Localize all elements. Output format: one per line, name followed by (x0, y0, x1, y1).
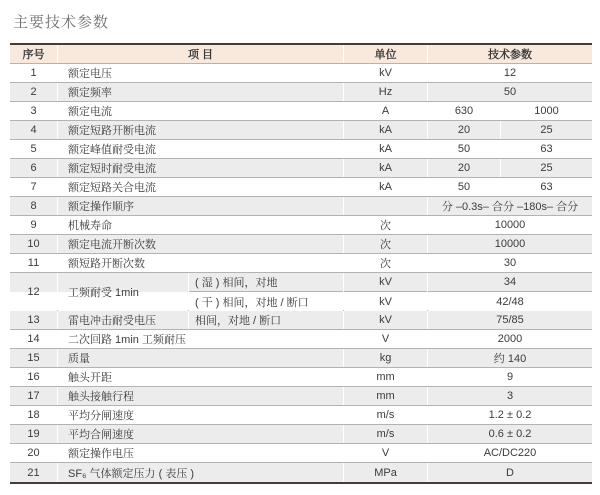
condition-cell: ( 干 ) 相间，对地 / 断口 (189, 292, 343, 311)
value-cell: 3 (428, 387, 592, 405)
unit-cell: m/s (344, 406, 427, 424)
row-num-cell: 5 (10, 140, 57, 158)
row-num-cell: 13 (10, 311, 57, 329)
value-cell: 630 (428, 102, 500, 120)
item-cell: 二次回路 1min 工频耐压 (58, 330, 343, 348)
value-cell: 2000 (428, 330, 592, 348)
value-cell: AC/DC220 (428, 444, 592, 462)
table-row (10, 121, 592, 140)
item-cell: 平均分闸速度 (58, 406, 343, 424)
row-num-cell: 4 (10, 121, 57, 139)
unit-cell: kA (344, 178, 427, 196)
row-num-cell: 17 (10, 387, 57, 405)
table-header-row (10, 45, 592, 64)
table-row (10, 311, 592, 330)
header-param: 技术参数 (428, 45, 592, 63)
value-cell: 30 (428, 254, 592, 272)
row-num-cell: 3 (10, 102, 57, 120)
item-cell: 雷电冲击耐受电压 (58, 311, 188, 329)
table-row (10, 235, 592, 254)
unit-cell: 次 (344, 216, 427, 234)
row-num-cell: 15 (10, 349, 57, 367)
item-cell: 额短路开断次数 (58, 254, 343, 272)
item-cell: 平均合闸速度 (58, 425, 343, 443)
item-cell: 触头接触行程 (58, 387, 343, 405)
value-cell: 25 (501, 159, 592, 177)
table-row (10, 444, 592, 463)
unit-cell: 次 (344, 235, 427, 253)
row-num-cell: 8 (10, 197, 57, 215)
value-cell: 10000 (428, 235, 592, 253)
table-row (10, 83, 592, 102)
unit-cell: kg (344, 349, 427, 367)
unit-cell: kV (344, 311, 427, 329)
unit-cell: mm (344, 387, 427, 405)
row-num-cell: 9 (10, 216, 57, 234)
unit-cell: V (344, 444, 427, 462)
item-cell: 额定短路关合电流 (58, 178, 343, 196)
row-num-cell: 14 (10, 330, 57, 348)
spec-table (10, 43, 592, 484)
item-cell: 额定电压 (58, 64, 343, 82)
table-row (10, 64, 592, 83)
value-cell: 75/85 (428, 311, 592, 329)
unit-cell: Hz (344, 83, 427, 101)
item-cell: 额定操作顺序 (58, 197, 343, 215)
row-num-cell: 12 (10, 273, 57, 311)
value-cell: 34 (428, 273, 592, 292)
unit-cell (344, 197, 427, 215)
value-cell: 1000 (501, 102, 592, 120)
table-row (10, 178, 592, 197)
table-row (10, 406, 592, 425)
item-cell: 额定短时耐受电流 (58, 159, 343, 177)
unit-cell: kV (344, 64, 427, 82)
value-cell: 分 –0.3s– 合分 –180s– 合分 (428, 197, 592, 215)
item-cell: 机械寿命 (58, 216, 343, 234)
table-row (10, 349, 592, 368)
row-num-cell: 19 (10, 425, 57, 443)
table-row (10, 159, 592, 178)
table-row (10, 425, 592, 444)
value-cell: 20 (428, 159, 500, 177)
unit-cell: V (344, 330, 427, 348)
row-num-cell: 11 (10, 254, 57, 272)
item-cell: 额定短路开断电流 (58, 121, 343, 139)
condition-cell: 相间，对地 / 断口 (189, 311, 343, 329)
row-num-cell: 2 (10, 83, 57, 101)
table-row (10, 216, 592, 235)
row-num-cell: 20 (10, 444, 57, 462)
unit-cell: kA (344, 159, 427, 177)
unit-cell: kV (344, 273, 427, 292)
item-cell: 触头开距 (58, 368, 343, 386)
row-num-cell: 10 (10, 235, 57, 253)
row-num-cell: 16 (10, 368, 57, 386)
row-num-cell: 21 (10, 463, 57, 482)
table-row (10, 197, 592, 216)
value-cell: 63 (501, 140, 592, 158)
value-cell: 25 (501, 121, 592, 139)
unit-cell: kA (344, 121, 427, 139)
table-row (10, 330, 592, 349)
value-cell: 10000 (428, 216, 592, 234)
item-cell: 额定操作电压 (58, 444, 343, 462)
row-num-cell: 6 (10, 159, 57, 177)
value-cell: 0.6 ± 0.2 (428, 425, 592, 443)
header-item: 项 目 (58, 45, 343, 63)
value-cell: 50 (428, 178, 500, 196)
value-cell: 63 (501, 178, 592, 196)
unit-cell: m/s (344, 425, 427, 443)
page-title: 主要技术参数 (13, 14, 110, 31)
table-row (10, 273, 592, 311)
item-cell: 质量 (58, 349, 343, 367)
table-row (10, 463, 592, 482)
value-cell: 9 (428, 368, 592, 386)
row-num-cell: 18 (10, 406, 57, 424)
unit-cell: mm (344, 368, 427, 386)
value-cell: 20 (428, 121, 500, 139)
unit-cell: kV (344, 292, 427, 311)
table-row (10, 254, 592, 273)
value-cell: 42/48 (428, 292, 592, 311)
header-num: 序号 (10, 45, 57, 63)
unit-cell: A (344, 102, 427, 120)
unit-cell: 次 (344, 254, 427, 272)
header-unit: 单位 (344, 45, 427, 63)
table-row (10, 102, 592, 121)
item-cell: 额定电流 (58, 102, 343, 120)
table-row (10, 387, 592, 406)
table-row (10, 368, 592, 387)
unit-cell: kA (344, 140, 427, 158)
value-cell: 12 (428, 64, 592, 82)
unit-cell: MPa (344, 463, 427, 482)
item-cell: 额定电流开断次数 (58, 235, 343, 253)
value-cell: 50 (428, 83, 592, 101)
value-cell: D (428, 463, 592, 482)
table-row (10, 140, 592, 159)
item-cell: 额定峰值耐受电流 (58, 140, 343, 158)
item-cell: 额定频率 (58, 83, 343, 101)
item-cell: SF₆ 气体额定压力 ( 表压 ) (58, 463, 343, 482)
value-cell: 50 (428, 140, 500, 158)
condition-cell: ( 湿 ) 相间，对地 (189, 273, 343, 292)
item-cell: 工频耐受 1min (58, 273, 188, 311)
value-cell: 约 140 (428, 349, 592, 367)
row-num-cell: 1 (10, 64, 57, 82)
value-cell: 1.2 ± 0.2 (428, 406, 592, 424)
row-num-cell: 7 (10, 178, 57, 196)
